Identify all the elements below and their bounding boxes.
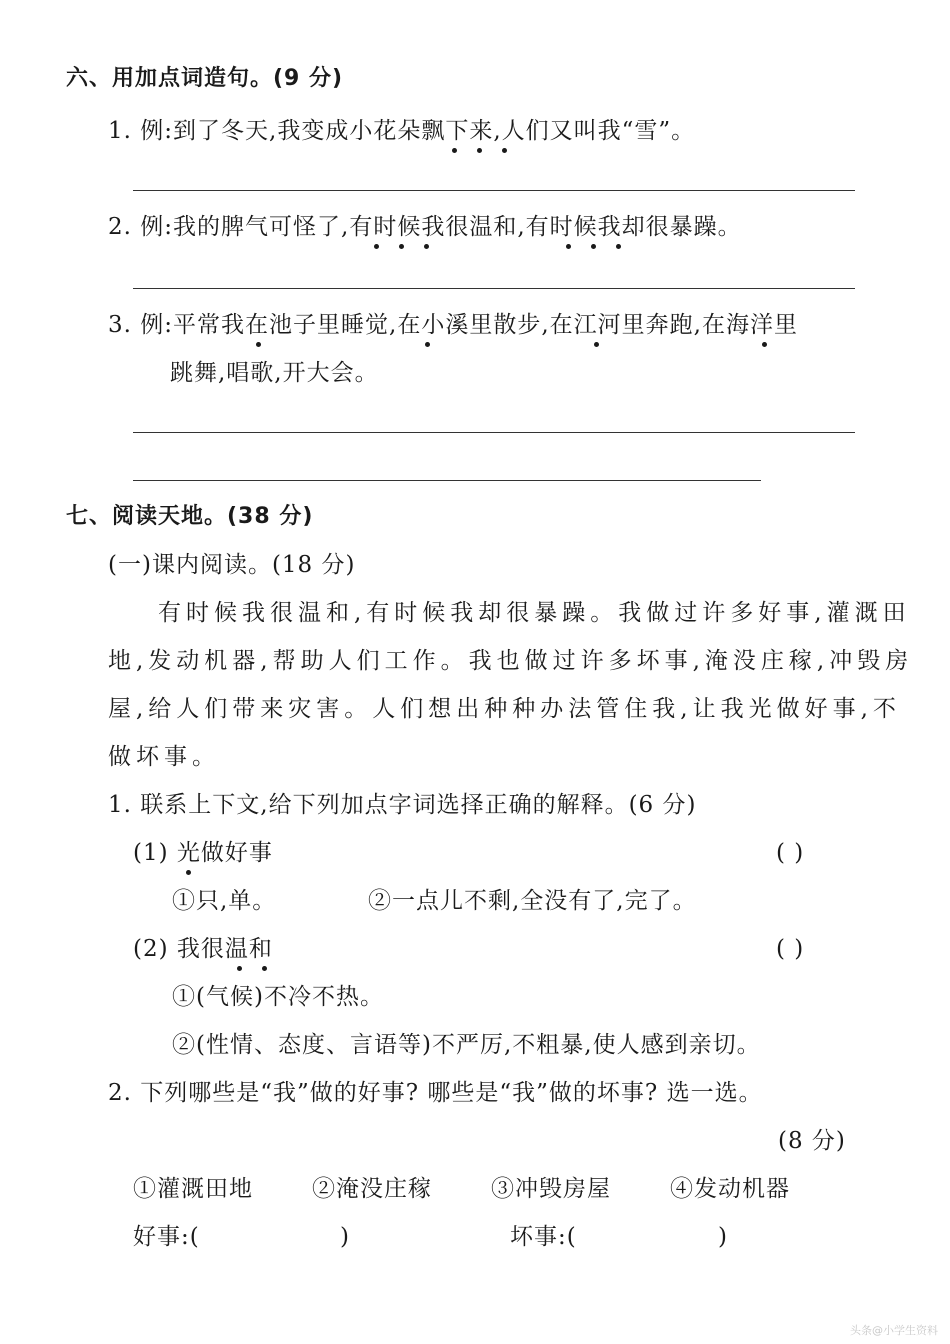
part1-title: (一)课内阅读。(18 分) (108, 552, 356, 578)
emphasis-dot (425, 342, 430, 347)
q2-option: ①灌溉田地 (133, 1176, 253, 1202)
q2-score: (8 分) (778, 1128, 846, 1154)
passage-line: 地,发动机器,帮助人们工作。我也做过许多坏事,淹没庄稼,冲毁房 (108, 648, 914, 674)
emphasis-dot (262, 966, 267, 971)
passage-line: 做坏事。 (108, 744, 220, 770)
q1-sub1-answer-paren[interactable]: ( ) (776, 840, 805, 866)
q2-stem: 2. 下列哪些是“我”做的好事? 哪些是“我”做的坏事? 选一选。 (108, 1080, 763, 1106)
emphasis-dot (399, 244, 404, 249)
emphasis-dot (186, 870, 191, 875)
emphasis-dot (566, 244, 571, 249)
emphasis-dot (256, 342, 261, 347)
passage-line: 屋,给人们带来灾害。人们想出种种办法管住我,让我光做好事,不 (108, 696, 901, 722)
emphasis-dot (762, 342, 767, 347)
section6-item-2: 2. 例:我的脾气可怪了,有时候我很温和,有时候我却很暴躁。 (108, 214, 742, 240)
emphasis-dot (591, 244, 596, 249)
q2-bad-label: 坏事:( (510, 1224, 577, 1250)
q1-sub1-option2: ②一点儿不剩,全没有了,完了。 (368, 888, 697, 914)
emphasis-dot (237, 966, 242, 971)
section6-item-3-cont: 跳舞,唱歌,开大会。 (170, 360, 379, 386)
answer-line[interactable] (133, 432, 855, 433)
watermark: 头条@小学生资料 (850, 1324, 938, 1337)
q1-sub2-answer-paren[interactable]: ( ) (776, 936, 805, 962)
emphasis-dot (424, 244, 429, 249)
emphasis-dot (374, 244, 379, 249)
q1-stem: 1. 联系上下文,给下列加点字词选择正确的解释。(6 分) (108, 792, 697, 818)
emphasis-dot (616, 244, 621, 249)
q2-bad-close-paren: ) (718, 1224, 728, 1250)
q1-sub2-option2: ②(性情、态度、言语等)不严厉,不粗暴,使人感到亲切。 (172, 1032, 761, 1058)
q2-option: ④发动机器 (670, 1176, 790, 1202)
section6-item-1: 1. 例:到了冬天,我变成小花朵飘下来,人们又叫我“雪”。 (108, 118, 696, 144)
answer-line[interactable] (133, 190, 855, 191)
emphasis-dot (477, 148, 482, 153)
emphasis-dot (452, 148, 457, 153)
q2-option: ③冲毁房屋 (491, 1176, 611, 1202)
q1-sub2-option1: ①(气候)不冷不热。 (172, 984, 384, 1010)
q1-sub2-label: (2) 我很温和 (133, 936, 273, 962)
q1-sub1-label: (1) 光做好事 (133, 840, 273, 866)
section7-title: 七、阅读天地。(38 分) (66, 504, 314, 529)
emphasis-dot (502, 148, 507, 153)
emphasis-dot (594, 342, 599, 347)
q2-good-close-paren: ) (340, 1224, 350, 1250)
section6-title: 六、用加点词造句。(9 分) (66, 66, 344, 91)
section6-item-3: 3. 例:平常我在池子里睡觉,在小溪里散步,在江河里奔跑,在海洋里 (108, 312, 798, 338)
q1-sub1-option1: ①只,单。 (172, 888, 277, 914)
answer-line[interactable] (133, 480, 761, 481)
q2-good-label: 好事:( (133, 1224, 200, 1250)
passage-line: 有时候我很温和,有时候我却很暴躁。我做过许多好事,灌溉田 (158, 600, 911, 626)
q2-option: ②淹没庄稼 (312, 1176, 432, 1202)
answer-line[interactable] (133, 288, 855, 289)
